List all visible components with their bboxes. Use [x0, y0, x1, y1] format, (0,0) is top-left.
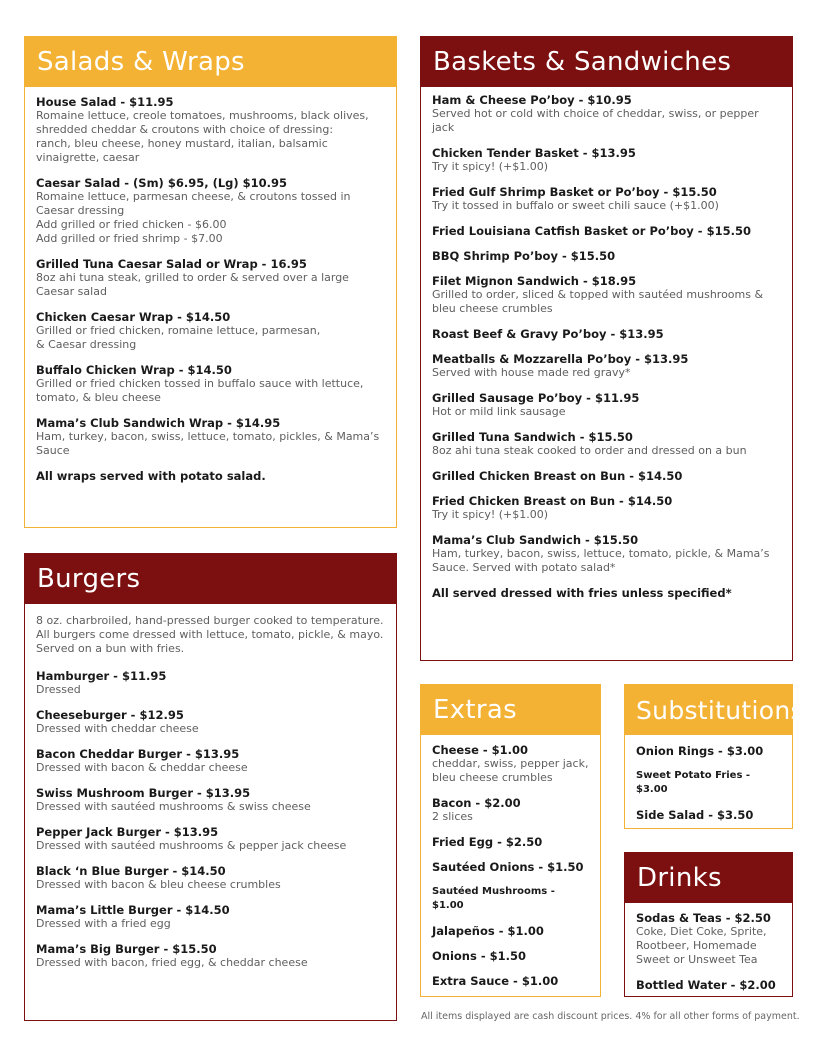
- menu-item-name: Sweet Potato Fries - $3.00: [636, 770, 751, 795]
- menu-item-description: Caesar dressing: [36, 204, 125, 217]
- menu-item: [636, 808, 781, 822]
- menu-item: [36, 95, 385, 165]
- menu-item: [432, 185, 781, 213]
- intro-line: Served on a bun with fries.: [36, 642, 185, 655]
- menu-item-name: Grilled Chicken Breast on Bun - $14.50: [432, 469, 683, 483]
- menu-item: [432, 743, 589, 785]
- menu-item-description: 2 slices: [432, 810, 473, 823]
- menu-item-description: tomato, & bleu cheese: [36, 391, 161, 404]
- menu-item-name: Roast Beef & Gravy Po’boy - $13.95: [432, 327, 664, 341]
- baskets-sandwiches-section: [420, 36, 793, 661]
- menu-item-name: Ham & Cheese Po’boy - $10.95: [432, 93, 632, 107]
- menu-item-description: Served hot or cold with choice of cheddar, swiss, or pepper jack: [432, 107, 759, 134]
- menu-item: [432, 249, 781, 263]
- menu-item: [636, 911, 781, 967]
- menu-item-name: Caesar Salad - (Sm) $6.95, (Lg) $10.95: [36, 176, 288, 190]
- menu-item-name: Buffalo Chicken Wrap - $14.50: [36, 363, 232, 377]
- section-header: Substitutions: [625, 685, 792, 735]
- menu-item-description: Sauce: [36, 444, 70, 457]
- menu-item-name: Grilled Tuna Sandwich - $15.50: [432, 430, 633, 444]
- menu-item-description: Try it tossed in buffalo or sweet chili sauce (+$1.00): [432, 199, 719, 212]
- menu-item: [432, 274, 781, 316]
- menu-item-name: Fried Egg - $2.50: [432, 835, 543, 849]
- menu-item-name: Sautéed Mushrooms - $1.00: [432, 886, 555, 911]
- menu-item: [432, 430, 781, 458]
- menu-item-name: Bottled Water - $2.00: [636, 978, 776, 992]
- menu-item: [432, 146, 781, 174]
- menu-item-name: Hamburger - $11.95: [36, 669, 167, 683]
- menu-item: [432, 835, 589, 849]
- menu-item: [432, 93, 781, 135]
- footer-note: All items displayed are cash discount prices. 4% for all other forms of payment.: [421, 1011, 800, 1022]
- menu-item-name: Chicken Caesar Wrap - $14.50: [36, 310, 231, 324]
- menu-item-description: Dressed with sautéed mushrooms & swiss cheese: [36, 800, 311, 813]
- menu-item-description: Hot or mild link sausage: [432, 405, 566, 418]
- menu-item: [36, 942, 385, 970]
- menu-item: [36, 310, 385, 352]
- menu-item-description: bleu cheese crumbles: [432, 771, 553, 784]
- menu-item: [432, 860, 589, 874]
- drinks-list: [625, 903, 792, 992]
- section-header: Extras: [421, 685, 600, 735]
- intro-line: All burgers come dressed with lettuce, tomato, pickle, & mayo.: [36, 628, 384, 641]
- menu-item-description: Coke, Diet Coke, Sprite,: [636, 925, 767, 938]
- menu-item-description: bleu cheese crumbles: [432, 302, 553, 315]
- menu-item-name: Onions - $1.50: [432, 949, 526, 963]
- menu-item-description: Grilled or fried chicken tossed in buffalo sauce with lettuce,: [36, 377, 364, 390]
- menu-item-description: Romaine lettuce, creole tomatoes, mushrooms, black olives,: [36, 109, 369, 122]
- menu-item-description: Sweet or Unsweet Tea: [636, 953, 758, 966]
- menu-item: [36, 669, 385, 697]
- menu-item: [432, 885, 589, 913]
- burgers-section: [24, 553, 397, 1021]
- extras-list: [421, 735, 600, 988]
- menu-item-description: ranch, bleu cheese, honey mustard, italian, balsamic: [36, 137, 328, 150]
- menu-item-name: Bacon - $2.00: [432, 796, 521, 810]
- menu-item-name: Swiss Mushroom Burger - $13.95: [36, 786, 251, 800]
- menu-item-name: Side Salad - $3.50: [636, 808, 754, 822]
- menu-item: [36, 747, 385, 775]
- menu-item-description: Try it spicy! (+$1.00): [432, 160, 549, 173]
- menu-item-description: Served with house made red gravy*: [432, 366, 631, 379]
- subs-list: [625, 735, 792, 822]
- menu-item-description: Ham, turkey, bacon, swiss, lettuce, tomato, pickles, & Mama’s: [36, 430, 380, 443]
- section-header: Baskets & Sandwiches: [421, 37, 792, 87]
- menu-item-name: Jalapeños - $1.00: [432, 924, 544, 938]
- menu-item-description: Romaine lettuce, parmesan cheese, & croutons tossed in: [36, 190, 351, 203]
- menu-item-name: Onion Rings - $3.00: [636, 744, 764, 758]
- menu-item: [36, 864, 385, 892]
- menu-item-name: BBQ Shrimp Po’boy - $15.50: [432, 249, 616, 263]
- substitutions-section: [624, 684, 804, 829]
- menu-item-description: 8oz ahi tuna steak, grilled to order & served over a large: [36, 271, 349, 284]
- menu-item: [36, 708, 385, 736]
- drinks-section: [624, 852, 793, 997]
- menu-item-name: Fried Gulf Shrimp Basket or Po’boy - $15.50: [432, 185, 717, 199]
- menu-item-name: Cheeseburger - $12.95: [36, 708, 184, 722]
- menu-item: [432, 974, 589, 988]
- menu-item: [432, 224, 781, 238]
- menu-item-description: cheddar, swiss, pepper jack,: [432, 757, 589, 770]
- menu-item: [432, 796, 589, 824]
- menu-item-description: Grilled to order, sliced & topped with sautéed mushrooms &: [432, 288, 764, 301]
- menu-item-name: Fried Louisiana Catfish Basket or Po’boy - $15.50: [432, 224, 751, 238]
- menu-item-description: Dressed: [36, 683, 81, 696]
- salads-wraps-section: [24, 36, 397, 528]
- menu-item-name: Pepper Jack Burger - $13.95: [36, 825, 219, 839]
- menu-item-description: Add grilled or fried shrimp - $7.00: [36, 232, 223, 245]
- intro-line: 8 oz. charbroiled, hand-pressed burger cooked to temperature.: [36, 614, 384, 627]
- menu-item-name: Mama’s Little Burger - $14.50: [36, 903, 230, 917]
- menu-item: [36, 363, 385, 405]
- menu-item-description: Sauce. Served with potato salad*: [432, 561, 616, 574]
- menu-item-description: Dressed with a fried egg: [36, 917, 171, 930]
- menu-item-description: shredded cheddar & croutons with choice of dressing:: [36, 123, 334, 136]
- menu-item-name: Bacon Cheddar Burger - $13.95: [36, 747, 240, 761]
- menu-item-description: Dressed with cheddar cheese: [36, 722, 199, 735]
- menu-item-name: Extra Sauce - $1.00: [432, 974, 559, 988]
- menu-item-name: Black ‘n Blue Burger - $14.50: [36, 864, 226, 878]
- menu-item-name: Grilled Tuna Caesar Salad or Wrap - 16.95: [36, 257, 307, 271]
- section-header: Salads & Wraps: [25, 37, 396, 87]
- section-header: Drinks: [625, 853, 792, 903]
- menu-item: [432, 391, 781, 419]
- menu-item: [636, 978, 781, 992]
- menu-item-description: Dressed with bacon, fried egg, & cheddar cheese: [36, 956, 308, 969]
- menu-item: [432, 469, 781, 483]
- menu-item-description: Add grilled or fried chicken - $6.00: [36, 218, 227, 231]
- menu-item-name: Chicken Tender Basket - $13.95: [432, 146, 636, 160]
- menu-item-description: & Caesar dressing: [36, 338, 137, 351]
- menu-item-description: Caesar salad: [36, 285, 107, 298]
- burgers-list: [25, 669, 396, 970]
- menu-item-name: Fried Chicken Breast on Bun - $14.50: [432, 494, 673, 508]
- section-note: All wraps served with potato salad.: [36, 469, 266, 483]
- menu-item-name: House Salad - $11.95: [36, 95, 174, 109]
- menu-item-description: Ham, turkey, bacon, swiss, lettuce, tomato, pickle, & Mama’s: [432, 547, 770, 560]
- menu-item-description: Dressed with bacon & cheddar cheese: [36, 761, 248, 774]
- menu-item: [432, 949, 589, 963]
- menu-item: [432, 494, 781, 522]
- menu-item-description: Rootbeer, Homemade: [636, 939, 757, 952]
- menu-item-name: Mama’s Club Sandwich - $15.50: [432, 533, 639, 547]
- menu-item-name: Grilled Sausage Po’boy - $11.95: [432, 391, 640, 405]
- menu-item: [36, 176, 385, 246]
- salads-list: [25, 87, 396, 458]
- menu-item-description: 8oz ahi tuna steak cooked to order and dressed on a bun: [432, 444, 747, 457]
- menu-item: [36, 786, 385, 814]
- menu-item-description: Try it spicy! (+$1.00): [432, 508, 549, 521]
- baskets-list: [421, 87, 792, 575]
- menu-item-name: Mama’s Club Sandwich Wrap - $14.95: [36, 416, 281, 430]
- menu-item: [432, 327, 781, 341]
- menu-item-name: Mama’s Big Burger - $15.50: [36, 942, 217, 956]
- menu-item: [636, 769, 781, 797]
- extras-section: [420, 684, 601, 997]
- menu-item: [636, 744, 781, 758]
- menu-item-name: Sodas & Teas - $2.50: [636, 911, 771, 925]
- menu-item-description: Dressed with bacon & bleu cheese crumbles: [36, 878, 281, 891]
- menu-item-name: Sautéed Onions - $1.50: [432, 860, 584, 874]
- section-header: Burgers: [25, 554, 396, 604]
- menu-item: [432, 924, 589, 938]
- menu-item: [36, 825, 385, 853]
- menu-item: [432, 533, 781, 575]
- menu-item: [36, 416, 385, 458]
- section-note: All served dressed with fries unless specified*: [432, 586, 732, 600]
- section-intro: [36, 614, 385, 656]
- menu-item-name: Meatballs & Mozzarella Po’boy - $13.95: [432, 352, 689, 366]
- menu-item-description: Dressed with sautéed mushrooms & pepper jack cheese: [36, 839, 347, 852]
- menu-item-name: Cheese - $1.00: [432, 743, 529, 757]
- menu-item-name: Filet Mignon Sandwich - $18.95: [432, 274, 637, 288]
- menu-item-description: Grilled or fried chicken, romaine lettuce, parmesan,: [36, 324, 321, 337]
- menu-item: [36, 257, 385, 299]
- menu-item-description: vinaigrette, caesar: [36, 151, 140, 164]
- menu-item: [432, 352, 781, 380]
- menu-item: [36, 903, 385, 931]
